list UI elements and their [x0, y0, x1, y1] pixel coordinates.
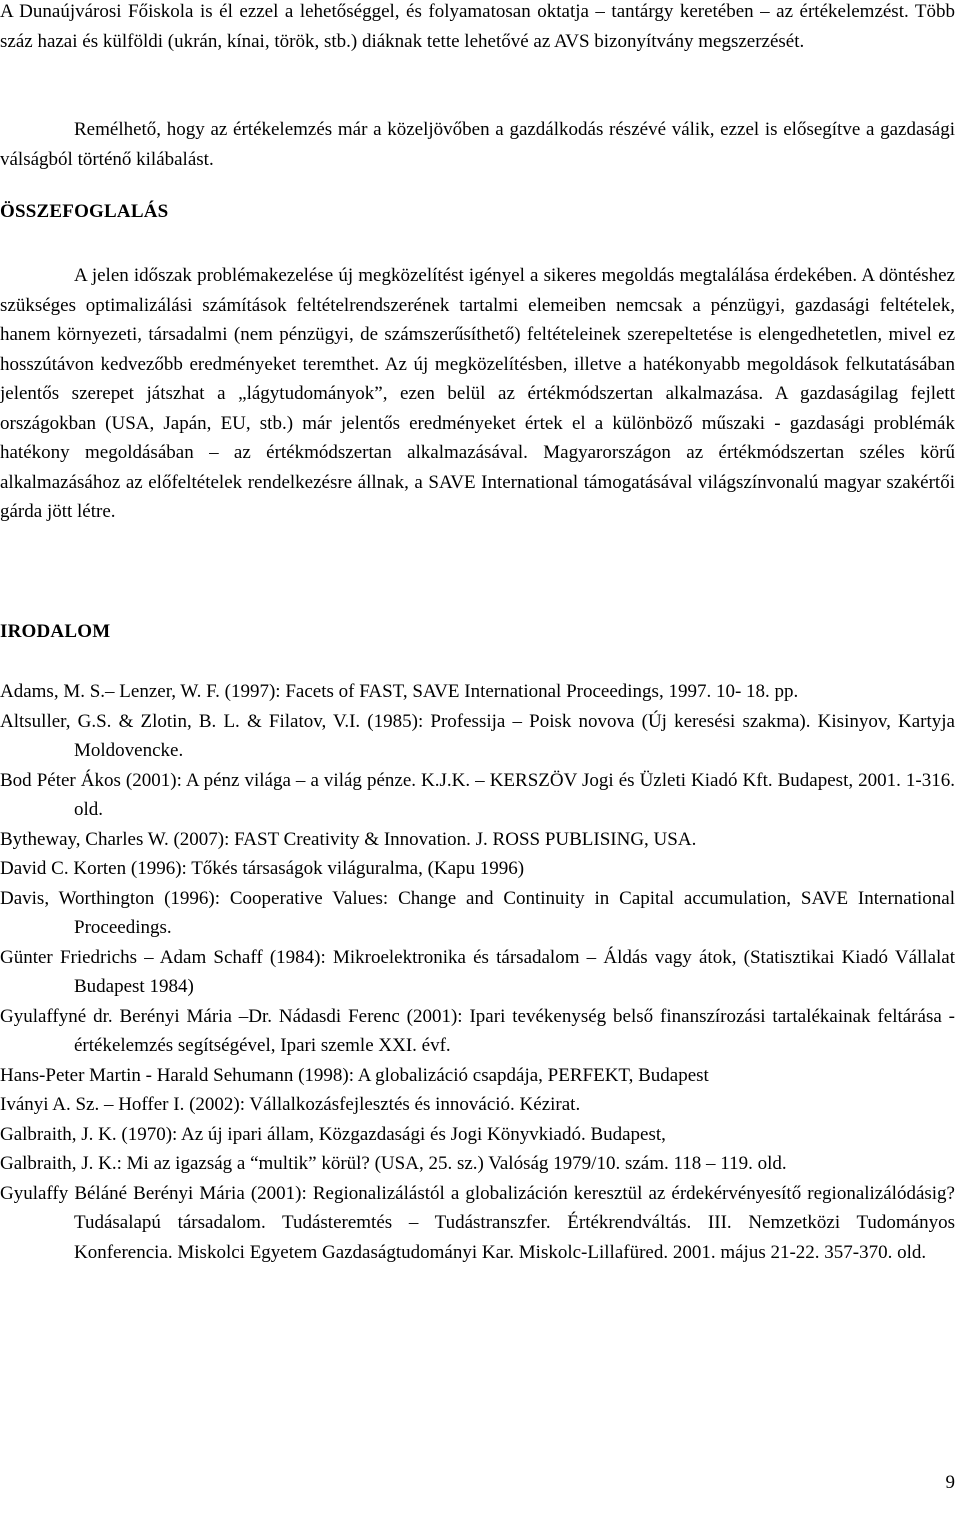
paragraph-intro: A Dunaújvárosi Főiskola is él ezzel a lehetőséggel, és folyamatosan oktatja – tantárgy keretében – az értékelemzést. Több száz hazai és külföldi (ukrán, kínai, török, stb.) diáknak tette lehetővé az AVS bizonyítvány megszerzését.: [0, 1, 955, 52]
references-list: [0, 677, 955, 1267]
reference-item: Gyulaffy Béláné Berényi Mária (2001): Regionalizálástól a globalizáción keresztül az érdekérvényesítő regionalizálódásig? Tudásalapú társadalom. Tudásteremtés – Tudástranszfer. Értékrendváltás. III. Nemzetközi Tudományos Konferencia. Miskolci Egyetem Gazdaságtudományi Kar. Miskolc-Lillafüred. 2001. május 21-22. 357-370. old.: [0, 1182, 955, 1263]
summary-heading: ÖSSZEFOGLALÁS: [0, 201, 169, 222]
reference-item: Galbraith, J. K. (1970): Az új ipari állam, Közgazdasági és Jogi Könyvkiadó. Budapest,: [0, 1123, 666, 1145]
paragraph-summary: A jelen időszak problémakezelése új megközelítést igényel a sikeres megoldás megtalálása érdekében. A döntéshez szükséges optimalizálási számítások feltételrendszerének tartalmi elemeiben nemcsak a pénzügyi, gazdasági feltételek, hanem környezeti, társadalmi (nem pénzügyi, de számszerűsíthető) feltételeinek szerepeltetése is elengedhetetlen, mivel ez hosszútávon kedvezőbb eredményeket teremthet. Az új megközelítésben, illetve a hatékonyabb megoldások felkutatásában jelentős szerepet játszhat a „lágytudományok”, ezen belül az értékmódszertan alkalmazása. A gazdaságilag fejlett országokban (USA, Japán, EU, stb.) már jelentős eredményeket értek el a különböző műszaki - gazdasági problémák hatékony megoldásában – az értékmódszertan alkalmazásával. Magyarországon az értékmódszertan széles körű alkalmazásához az előfeltételek rendelkezésre állnak, a SAVE International támogatásával világszínvonalú magyar szakértői gárda jött létre.: [0, 265, 955, 522]
reference-item: Galbraith, J. K.: Mi az igazság a “multik” körül? (USA, 25. sz.) Valóság 1979/10. szám. 118 – 119. old.: [0, 1153, 787, 1174]
reference-item: Adams, M. S.– Lenzer, W. F. (1997): Facets of FAST, SAVE International Proceedings, 1997. 10- 18. pp.: [0, 681, 799, 702]
reference-item: Altsuller, G.S. & Zlotin, B. L. & Filatov, V.I. (1985): Professija – Poisk novova (Új keresési szakma). Kisinyov, Kartyja Moldovencke.: [0, 710, 955, 761]
paragraph-hope: Remélhető, hogy az értékelemzés már a közeljövőben a gazdálkodás részévé válik, ezzel is elősegítve a gazdasági válságból történő kilábalást.: [0, 119, 955, 170]
reference-item: Iványi A. Sz. – Hoffer I. (2002): Vállalkozásfejlesztés és innováció. Kézirat.: [0, 1094, 581, 1115]
page-number: 9: [945, 1472, 955, 1493]
reference-item: Gyulaffyné dr. Berényi Mária –Dr. Nádasdi Ferenc (2001): Ipari tevékenység belső finanszírozási tartalékainak feltárása - értékelemzés segítségével, Ipari szemle XXI. évf.: [0, 1005, 955, 1056]
reference-item: Bytheway, Charles W. (2007): FAST Creativity & Innovation. J. ROSS PUBLISING, USA.: [0, 828, 697, 850]
reference-item: Günter Friedrichs – Adam Schaff (1984): Mikroelektronika és társadalom – Áldás vagy átok, (Statisztikai Kiadó Vállalat Budapest 1984): [0, 946, 955, 997]
reference-item: Hans-Peter Martin - Harald Sehumann (1998): A globalizáció csapdája, PERFEKT, Budapest: [0, 1064, 709, 1086]
reference-item: Davis, Worthington (1996): Cooperative Values: Change and Continuity in Capital accumulation, SAVE International Proceedings.: [0, 887, 955, 938]
references-heading: IRODALOM: [0, 621, 111, 642]
reference-item: Bod Péter Ákos (2001): A pénz világa – a világ pénze. K.J.K. – KERSZÖV Jogi és Üzleti Kiadó Kft. Budapest, 2001. 1-316. old.: [0, 769, 955, 820]
reference-item: David C. Korten (1996): Tőkés társaságok világuralma, (Kapu 1996): [0, 858, 525, 879]
